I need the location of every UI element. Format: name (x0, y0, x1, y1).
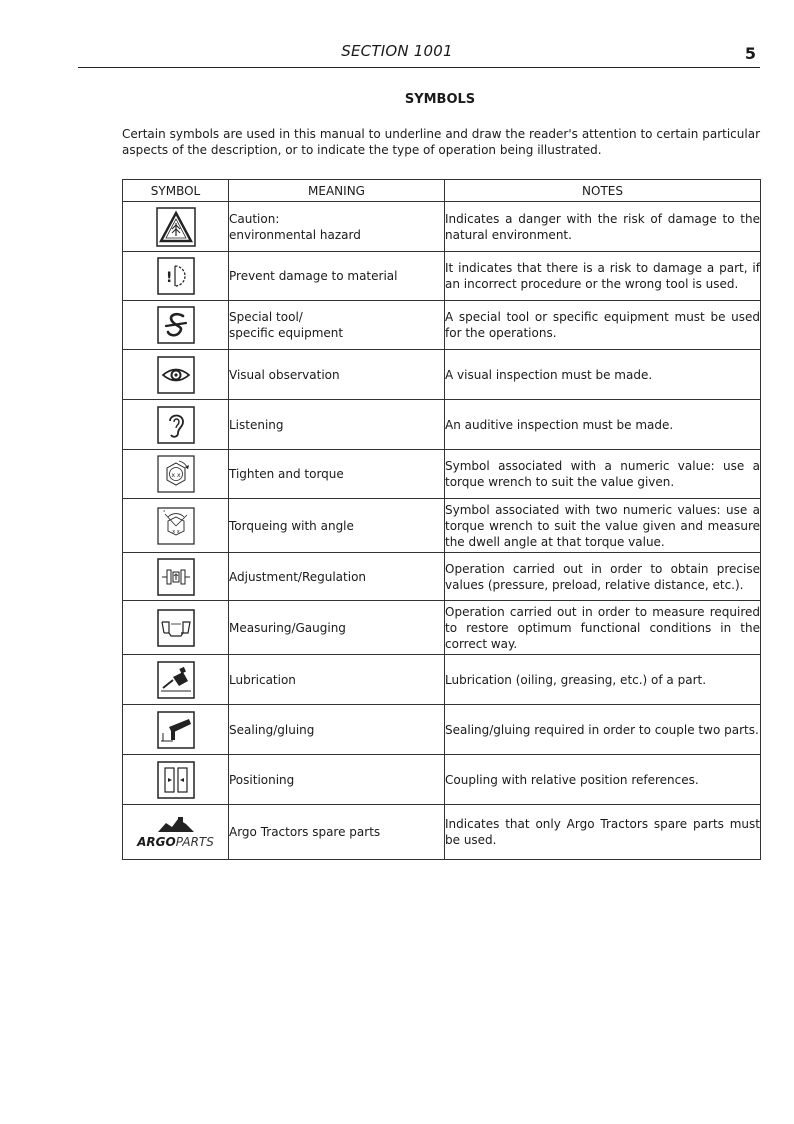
table-row (123, 553, 761, 601)
symbols-table (122, 179, 761, 860)
notes-text: Sealing/gluing required in order to couple two parts. (445, 705, 761, 755)
header-rule (78, 67, 760, 68)
meaning-text: Adjustment/Regulation (229, 569, 367, 584)
eye-icon (157, 356, 195, 394)
notes-text: Coupling with relative position references. (445, 755, 761, 805)
section-title: SECTION 1001 (341, 42, 453, 60)
notes-text: Operation carried out in order to measure required to restore optimum functional conditions in the correct way. (445, 601, 761, 655)
svg-text:!: ! (165, 270, 172, 286)
torque-angle-icon (157, 507, 195, 545)
column-header-meaning: MEANING (229, 180, 445, 202)
meaning-text: Visual observation (229, 367, 340, 382)
environmental-hazard-icon (156, 207, 196, 247)
svg-text:°: ° (162, 509, 165, 516)
sealant-gun-icon (157, 711, 195, 749)
torque-icon (157, 455, 195, 493)
notes-text: Operation carried out in order to obtain precise values (pressure, preload, relative distance, etc.). (445, 553, 761, 601)
table-row (123, 301, 761, 350)
meaning-text: Torqueing with angle (229, 518, 354, 533)
meaning-text: Listening (229, 417, 284, 432)
table-header-row (123, 180, 761, 202)
notes-text: Symbol associated with a numeric value: use a torque wrench to suit the value given. (445, 450, 761, 499)
table-row (123, 202, 761, 252)
argoparts-logo (137, 815, 214, 848)
notes-text: Indicates that only Argo Tractors spare parts must be used. (445, 805, 761, 860)
notes-text: A special tool or specific equipment must be used for the operations. (445, 301, 761, 350)
page-number: 5 (744, 44, 756, 63)
special-tool-icon (157, 306, 195, 344)
logo-text-argo: ARGO (137, 835, 176, 849)
measuring-icon (157, 609, 195, 647)
notes-text: An auditive inspection must be made. (445, 400, 761, 450)
table-row (123, 450, 761, 499)
notes-text: Lubrication (oiling, greasing, etc.) of a part. (445, 655, 761, 705)
meaning-text: environmental hazard (229, 227, 361, 242)
meaning-text: Special tool/ (229, 310, 303, 324)
page-heading: SYMBOLS (404, 92, 476, 107)
notes-text: It indicates that there is a risk to damage a part, if an incorrect procedure or the wrong tool is used. (445, 252, 761, 301)
notes-text: Symbol associated with two numeric values: use a torque wrench to suit the value given and measure the dwell angle at that torque value. (445, 499, 761, 553)
svg-text:x x: x x (171, 528, 180, 535)
ear-icon (157, 406, 195, 444)
table-row (123, 755, 761, 805)
meaning-text: Lubrication (229, 672, 296, 687)
table-row (123, 805, 761, 860)
meaning-text: Tighten and torque (229, 467, 344, 481)
meaning-text: Argo Tractors spare parts (229, 825, 381, 839)
notes-text: A visual inspection must be made. (445, 350, 761, 400)
column-header-symbol: SYMBOL (123, 180, 229, 202)
table-row (123, 499, 761, 553)
table-row (123, 252, 761, 301)
meaning-text: Prevent damage to material (229, 269, 398, 283)
intro-paragraph: Certain symbols are used in this manual to underline and draw the reader's attention to certain particular aspects of the description, or to indicate the type of operation being illustrated. (122, 127, 760, 157)
meaning-text: Sealing/gluing (229, 722, 315, 737)
meaning-text: specific equipment (229, 326, 344, 340)
column-header-notes: NOTES (445, 180, 761, 202)
table-row (123, 350, 761, 400)
positioning-icon (157, 761, 195, 799)
meaning-text: Caution: (229, 211, 280, 226)
table-row (123, 655, 761, 705)
table-row (123, 400, 761, 450)
meaning-text: Measuring/Gauging (229, 620, 346, 635)
notes-text: Indicates a danger with the risk of damage to the natural environment. (445, 202, 761, 252)
material-damage-icon (157, 257, 195, 295)
meaning-text: Positioning (229, 772, 295, 787)
table-row (123, 601, 761, 655)
oil-can-icon (157, 661, 195, 699)
logo-text-parts: PARTS (175, 835, 214, 849)
svg-text:x x: x x (170, 472, 181, 479)
tractor-silhouette-icon (156, 815, 196, 833)
adjustment-icon (157, 558, 195, 596)
table-row (123, 705, 761, 755)
